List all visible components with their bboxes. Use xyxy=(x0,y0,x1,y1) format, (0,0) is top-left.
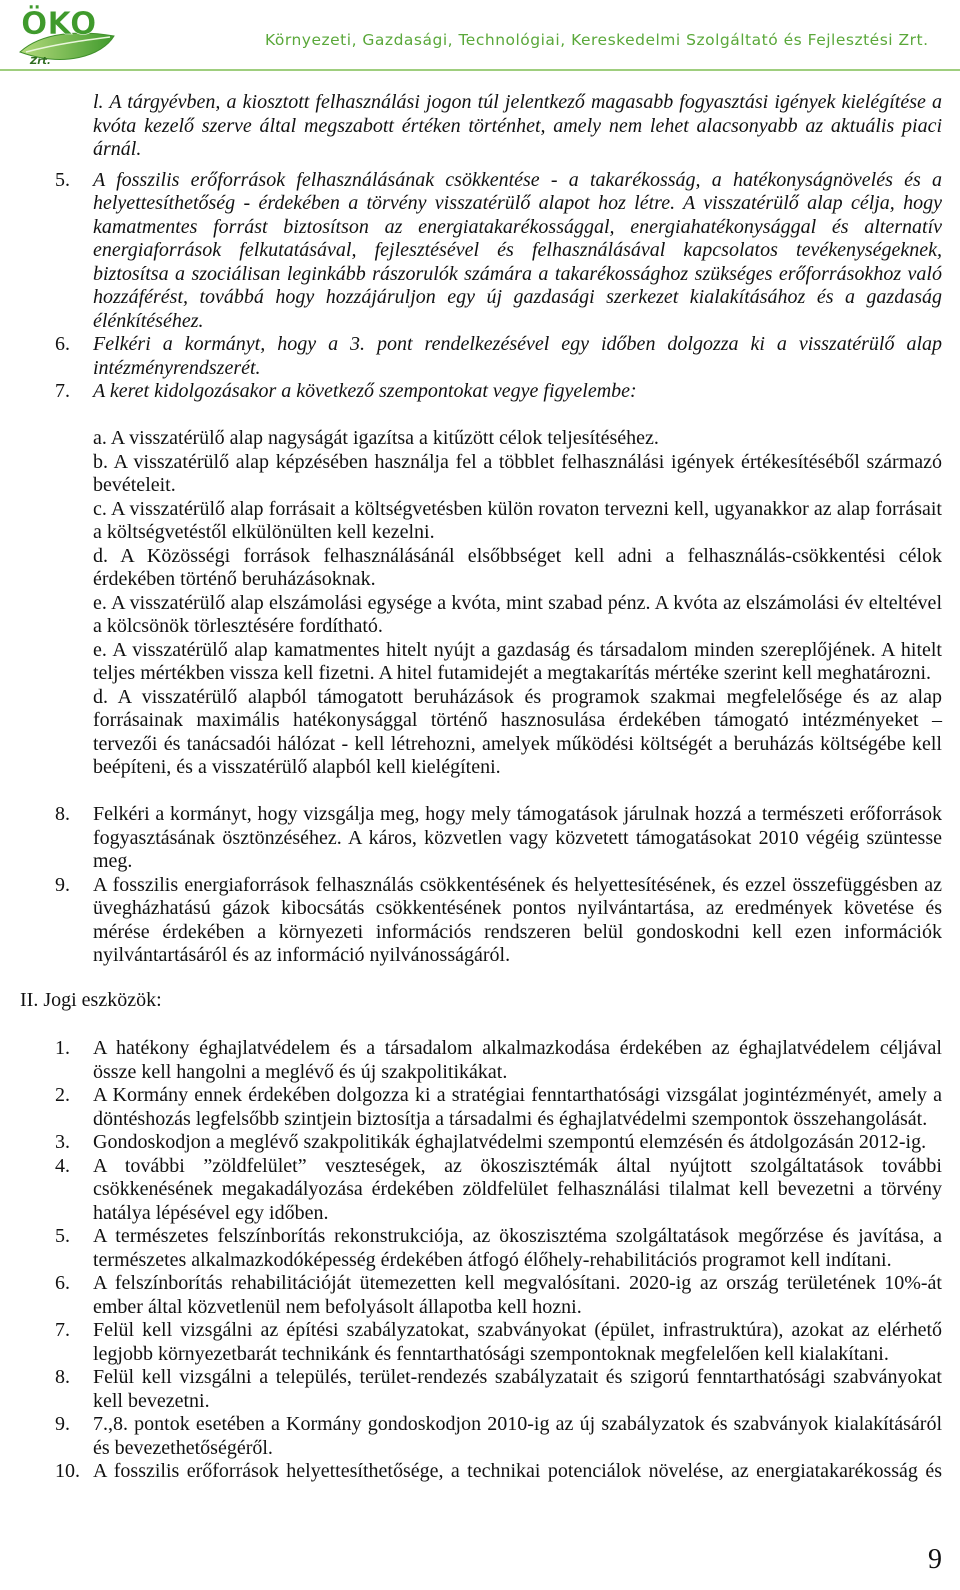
list-item xyxy=(55,169,942,334)
item-text: A felszínborítás rehabilitációját ütemezetten kell megvalósítani. 2020-ig az ország területének 10%-át ember által közvetlenül nem befolyásolt állapotba kell hozni. xyxy=(93,1272,942,1318)
sub-item-text: A visszatérülő alap forrásait a költségvetésben külön rovaton tervezni kell, ugyanakkor az alap forrásait a költségvetéstől elkülönülten kell kezelni. xyxy=(93,497,942,543)
sub-item-text: A Közösségi források felhasználásánál elsőbbséget kell adni a felhasználás-csökkentési célok érdekében történő beruházásoknak. xyxy=(93,544,942,590)
item-text: Gondoskodjon a meglévő szakpolitikák éghajlatvédelmi szempontú elemzésén és átdolgozásán 2012-ig. xyxy=(93,1131,927,1153)
item-text: A fosszilis energiaforrások felhasználás csökkentésének és helyettesítésének, és ezzel összefüggésben az üvegházhatású gázok kibocsátás csökkentésének pontos nyilvántartása, az eredmények követése és mérése érdekében a környezeti információs rendszeren belül gondoskodni kell ezen információk nyilvántartásáról és az információ nyilvánosságáról. xyxy=(93,873,942,966)
list-item xyxy=(55,1319,942,1366)
list-item xyxy=(55,1460,942,1484)
intro-paragraph xyxy=(93,91,942,162)
sub-item-label: d. xyxy=(93,685,108,708)
sub-item xyxy=(93,592,942,639)
sub-item-text: A visszatérülő alap kamatmentes hitelt nyújt a gazdaság és társadalom minden szereplőjének. A hitelt teljes mértékben vissza kell fizetni. A hitel futamidejét a megtakarítás mértéke szerint kell meghatározni. xyxy=(93,638,942,684)
list-item xyxy=(55,1084,942,1131)
sub-item-text: A visszatérülő alapból támogatott beruházások és programok szakmai megfelelősége és az alap forrásainak maximális hatékonysággal történő hasznosulása érdekében támogató intézményeket – tervezői és tanácsadói hálózat - kell létrehozni, amelyek működési költségét a beruházás költségébe kell beépíteni, és a visszatérülő alapból kell kielégíteni. xyxy=(93,685,942,778)
item-text: A keret kidolgozásakor a következő szempontokat vegye figyelembe: xyxy=(93,380,637,402)
list-item xyxy=(55,1131,942,1155)
sub-item xyxy=(93,498,942,545)
list-item xyxy=(55,1155,942,1226)
list-item xyxy=(55,1366,942,1413)
sub-item xyxy=(93,427,942,451)
sub-item xyxy=(93,639,942,686)
item-text: A fosszilis erőforrások helyettesíthetősége, a technikai potenciálok növelése, az energiatakarékosság és xyxy=(93,1460,942,1482)
item-text: Felül kell vizsgálni a település, terület-rendezés szabályzatait és szigorú fenntarthatósági szabványokat kell bevezetni. xyxy=(93,1366,942,1412)
company-name: Környezeti, Gazdasági, Technológiai, Kereskedelmi Szolgáltató és Fejlesztési Zrt. xyxy=(265,31,929,49)
item-text: A további ”zöldfelület” veszteségek, az ökoszisztémák által nyújtott szolgáltatások további csökkenésének megakadályozása érdekében zöldfelület felhasználási tilalmat kell bevezetni a törvény hatálya lépésével egy időben. xyxy=(93,1154,942,1224)
sub-item-label: a. xyxy=(93,427,107,449)
item-number: 2. xyxy=(55,1084,70,1106)
item-number: 5. xyxy=(55,168,70,191)
item-number: 6. xyxy=(55,1272,70,1294)
sub-item-label: d. xyxy=(93,544,108,567)
item-text: A természetes felszínborítás rekonstrukciója, az ökoszisztéma szolgáltatások megőrzése és javítása, a természetes alkalmazkodóképesség érdekében átfogó élőhely-rehabilitációs programot kell indítani. xyxy=(93,1225,942,1271)
intro-text: A tárgyévben, a kiosztott felhasználási jogon túl jelentkező magasabb fogyasztási igények kielégítése a kvóta kezelő szerve által megszabott értéken történhet, amely nem lehet alacsonyabb az aktuális piaci árnál. xyxy=(93,91,943,160)
sub-item-label: e. xyxy=(93,638,107,661)
numbered-list xyxy=(0,803,960,968)
item-number: 10. xyxy=(55,1460,80,1482)
item-text: Felkéri a kormányt, hogy vizsgálja meg, hogy mely támogatások járulnak hozzá a természeti erőforrások fogyasztásának ösztönzéséhez. A káros, közvetlen vagy közvetett támogatásokat 2010 végéig szüntesse meg. xyxy=(93,803,942,872)
list-item xyxy=(55,1272,942,1319)
list-item xyxy=(55,874,942,968)
sub-item xyxy=(93,451,942,498)
list-item xyxy=(55,1037,942,1084)
intro-label: l. xyxy=(93,91,104,113)
sub-item-label: c. xyxy=(93,497,107,520)
item-number: 3. xyxy=(55,1131,70,1153)
sub-item-text: A visszatérülő alap nagyságát igazítsa a kitűzött célok teljesítéséhez. xyxy=(110,427,659,449)
page-header xyxy=(0,0,960,72)
item-number: 1. xyxy=(55,1037,70,1059)
sub-item xyxy=(93,545,942,592)
section-heading: II. Jogi eszközök: xyxy=(20,989,162,1011)
sub-item xyxy=(93,686,942,780)
item-text: Felül kell vizsgálni az építési szabályzatokat, szabványokat (épület, infrastruktúra), azokat az elérhető legjobb környezetbarát technikánk és fenntarthatósági szempontoknak megfelelően kell kialakítani. xyxy=(93,1319,942,1365)
list-item xyxy=(55,333,942,380)
page-number: 9 xyxy=(928,1544,942,1575)
header-rule xyxy=(0,69,960,71)
item-number: 8. xyxy=(55,803,70,825)
list-item xyxy=(55,1413,942,1460)
document-body xyxy=(0,91,960,1484)
item-number: 7. xyxy=(55,1319,70,1341)
logo-text: ÖKO xyxy=(21,6,97,42)
item-number: 7. xyxy=(55,380,70,402)
item-text: A fosszilis erőforrások felhasználásának csökkentése - a takarékosság, a hatékonyságnövelés és a helyettesíthetőség - érdekében a törvény visszatérülő alapot hoz létre. A visszatérülő alap célja, hogy kamatmentes forrást biztosítson az energiatakarékossággal, energiahatékonysággal és alternatív energiaforrások felkutatásával, fejlesztésével és felhasználásával kapcsolatos tevékenységeknek, biztosítsa a szociálisan leginkább rászorulók számára a takarékossághoz szükséges erőforrásokhoz való hozzáférést, továbbá hogy hozzájáruljon egy új gazdasági szerkezet kialakításához és a gazdaság élénkítéséhez. xyxy=(93,168,942,332)
item-number: 6. xyxy=(55,333,70,355)
list-item xyxy=(55,1225,942,1272)
list-item xyxy=(55,803,942,874)
item-number: 8. xyxy=(55,1366,70,1388)
list-item xyxy=(55,380,942,404)
sub-item-text: A visszatérülő alap képzésében használja fel a többlet felhasználási igények értékesítéséből származó bevételeit. xyxy=(93,450,942,496)
item-text: A Kormány ennek érdekében dolgozza ki a stratégiai fenntarthatósági vizsgálat jogintézményét, amely a döntéshozás legfelsőbb szintjein biztosítja a társadalmi és éghajlatvédelmi szempontok összehangolását. xyxy=(93,1084,942,1130)
item-number: 9. xyxy=(55,1413,70,1435)
item-number: 9. xyxy=(55,873,70,896)
item-text: A hatékony éghajlatvédelem és a társadalom alkalmazkodása érdekében az éghajlatvédelem céljával össze kell hangolni a meglévő és új szakpolitikákat. xyxy=(93,1037,942,1083)
company-logo xyxy=(16,2,116,68)
sub-item-list xyxy=(0,427,960,780)
item-number: 5. xyxy=(55,1225,70,1247)
item-text: Felkéri a kormányt, hogy a 3. pont rendelkezésével egy időben dolgozza ki a visszatérülő alap intézményrendszerét. xyxy=(93,333,942,379)
sub-item-label: b. xyxy=(93,450,108,473)
sub-item-text: A visszatérülő alap elszámolási egysége a kvóta, mint szabad pénz. A kvóta az elszámolási év elteltével a kölcsönök törlesztésére fordítható. xyxy=(93,591,942,637)
logo-sub: Zrt. xyxy=(30,56,51,67)
sub-item-label: e. xyxy=(93,591,107,614)
legal-tools-list xyxy=(0,1037,960,1484)
item-text: 7.,8. pontok esetében a Kormány gondoskodjon 2010-ig az új szabályzatok és szabványok kialakításáról és bevezethetőségéről. xyxy=(93,1413,942,1459)
item-number: 4. xyxy=(55,1154,70,1177)
